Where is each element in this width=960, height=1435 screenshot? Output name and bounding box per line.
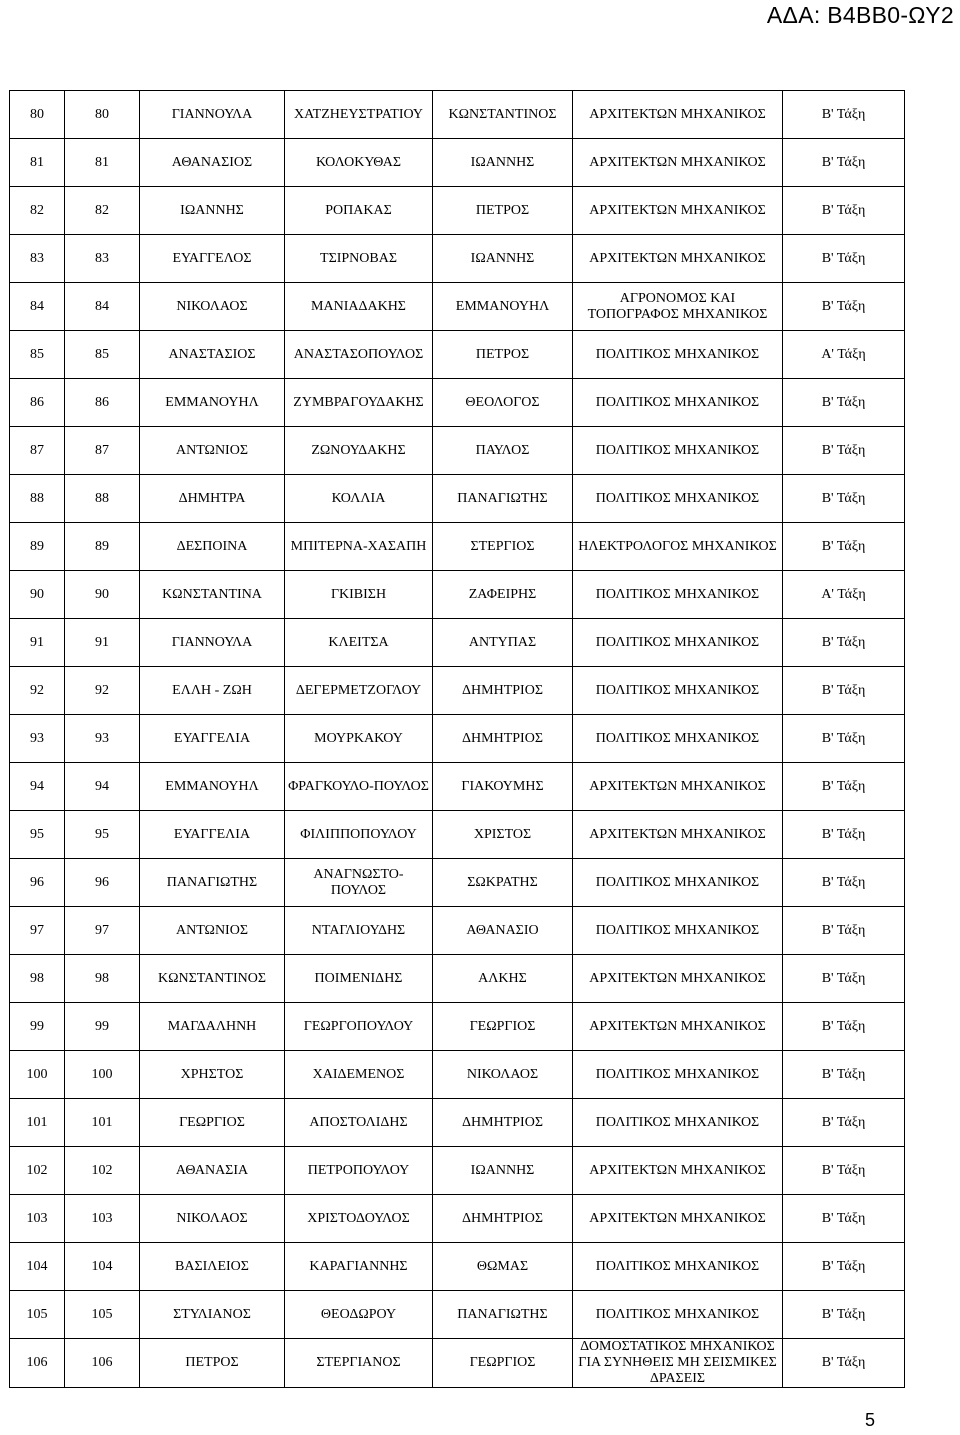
code-cell: 94 (65, 763, 140, 811)
first-name-cell: ΑΘΑΝΑΣΙΟΣ (140, 139, 285, 187)
table-row (10, 811, 905, 859)
father-name-cell: ΓΙΑΚΟΥΜΗΣ (433, 763, 573, 811)
rank-cell: Β' Τάξη (783, 523, 905, 571)
row-number-cell: 90 (10, 571, 65, 619)
first-name-cell: ΕΥΑΓΓΕΛΙΑ (140, 811, 285, 859)
specialty-cell: ΠΟΛΙΤΙΚΟΣ ΜΗΧΑΝΙΚΟΣ (573, 619, 783, 667)
row-number-cell: 92 (10, 667, 65, 715)
last-name-cell: ΧΑΙΔΕΜΕΝΟΣ (285, 1051, 433, 1099)
code-cell: 96 (65, 859, 140, 907)
last-name-cell: ΚΛΕΙΤΣΑ (285, 619, 433, 667)
father-name-cell: ΝΙΚΟΛΑΟΣ (433, 1051, 573, 1099)
table-row (10, 1243, 905, 1291)
rank-cell: Β' Τάξη (783, 1243, 905, 1291)
rank-cell: Β' Τάξη (783, 1099, 905, 1147)
row-number-cell: 104 (10, 1243, 65, 1291)
father-name-cell: ΠΕΤΡΟΣ (433, 187, 573, 235)
code-cell: 93 (65, 715, 140, 763)
father-name-cell: ΑΝΤΥΠΑΣ (433, 619, 573, 667)
rank-cell: Β' Τάξη (783, 1339, 905, 1388)
table-row (10, 283, 905, 331)
father-name-cell: ΓΕΩΡΓΙΟΣ (433, 1003, 573, 1051)
last-name-cell: ΓΕΩΡΓΟΠΟΥΛΟΥ (285, 1003, 433, 1051)
specialty-cell: ΠΟΛΙΤΙΚΟΣ ΜΗΧΑΝΙΚΟΣ (573, 1291, 783, 1339)
rank-cell: Β' Τάξη (783, 235, 905, 283)
first-name-cell: ΔΕΣΠΟΙΝΑ (140, 523, 285, 571)
table-row (10, 91, 905, 139)
rank-cell: Β' Τάξη (783, 955, 905, 1003)
father-name-cell: ΘΕΟΛΟΓΟΣ (433, 379, 573, 427)
specialty-cell: ΔΟΜΟΣΤΑΤΙΚΟΣ ΜΗΧΑΝΙΚΟΣ ΓΙΑ ΣΥΝΗΘΕΙΣ ΜΗ ΣΕΙΣΜΙΚΕΣ ΔΡΑΣΕΙΣ (573, 1339, 783, 1388)
row-number-cell: 105 (10, 1291, 65, 1339)
code-cell: 95 (65, 811, 140, 859)
father-name-cell: ΔΗΜΗΤΡΙΟΣ (433, 667, 573, 715)
table-row (10, 475, 905, 523)
father-name-cell: ΠΑΝΑΓΙΩΤΗΣ (433, 1291, 573, 1339)
last-name-cell: ΣΤΕΡΓΙΑΝΟΣ (285, 1339, 433, 1388)
code-cell: 84 (65, 283, 140, 331)
code-cell: 81 (65, 139, 140, 187)
first-name-cell: ΕΥΑΓΓΕΛΙΑ (140, 715, 285, 763)
last-name-cell: ΤΣΙΡΝΟΒΑΣ (285, 235, 433, 283)
first-name-cell: ΑΝΑΣΤΑΣΙΟΣ (140, 331, 285, 379)
last-name-cell: ΘΕΟΔΩΡΟΥ (285, 1291, 433, 1339)
last-name-cell: ΚΟΛΛΙΑ (285, 475, 433, 523)
last-name-cell: ΜΑΝΙΑΔΑΚΗΣ (285, 283, 433, 331)
row-number-cell: 100 (10, 1051, 65, 1099)
table-row (10, 715, 905, 763)
table-row (10, 1147, 905, 1195)
table-row (10, 187, 905, 235)
first-name-cell: ΑΝΤΩΝΙΟΣ (140, 427, 285, 475)
last-name-cell: ΧΡΙΣΤΟΔΟΥΛΟΣ (285, 1195, 433, 1243)
table-row (10, 379, 905, 427)
first-name-cell: ΕΜΜΑΝΟΥΗΛ (140, 379, 285, 427)
specialty-cell: ΠΟΛΙΤΙΚΟΣ ΜΗΧΑΝΙΚΟΣ (573, 715, 783, 763)
last-name-cell: ΑΝΑΓΝΩΣΤΟ-ΠΟΥΛΟΣ (285, 859, 433, 907)
rank-cell: Β' Τάξη (783, 1291, 905, 1339)
first-name-cell: ΝΙΚΟΛΑΟΣ (140, 1195, 285, 1243)
rank-cell: Α' Τάξη (783, 571, 905, 619)
father-name-cell: ΔΗΜΗΤΡΙΟΣ (433, 1195, 573, 1243)
first-name-cell: ΓΙΑΝΝΟΥΛΑ (140, 91, 285, 139)
code-cell: 97 (65, 907, 140, 955)
row-number-cell: 102 (10, 1147, 65, 1195)
code-cell: 104 (65, 1243, 140, 1291)
table-row (10, 763, 905, 811)
table-row (10, 1195, 905, 1243)
table-row (10, 1051, 905, 1099)
first-name-cell: ΑΝΤΩΝΙΟΣ (140, 907, 285, 955)
father-name-cell: ΑΘΑΝΑΣΙΟ (433, 907, 573, 955)
table-row (10, 667, 905, 715)
father-name-cell: ΠΑΝΑΓΙΩΤΗΣ (433, 475, 573, 523)
table-row (10, 1099, 905, 1147)
specialty-cell: ΠΟΛΙΤΙΚΟΣ ΜΗΧΑΝΙΚΟΣ (573, 1243, 783, 1291)
row-number-cell: 93 (10, 715, 65, 763)
rank-cell: Β' Τάξη (783, 811, 905, 859)
table-row (10, 1003, 905, 1051)
roster-table (9, 90, 905, 1388)
row-number-cell: 95 (10, 811, 65, 859)
last-name-cell: ΝΤΑΓΛΙΟΥΔΗΣ (285, 907, 433, 955)
specialty-cell: ΠΟΛΙΤΙΚΟΣ ΜΗΧΑΝΙΚΟΣ (573, 379, 783, 427)
code-cell: 99 (65, 1003, 140, 1051)
roster-body (10, 91, 905, 1388)
rank-cell: Β' Τάξη (783, 1147, 905, 1195)
row-number-cell: 94 (10, 763, 65, 811)
row-number-cell: 106 (10, 1339, 65, 1388)
code-cell: 85 (65, 331, 140, 379)
table-row (10, 955, 905, 1003)
last-name-cell: ΖΥΜΒΡΑΓΟΥΔΑΚΗΣ (285, 379, 433, 427)
first-name-cell: ΕΜΜΑΝΟΥΗΛ (140, 763, 285, 811)
specialty-cell: ΑΡΧΙΤΕΚΤΩΝ ΜΗΧΑΝΙΚΟΣ (573, 187, 783, 235)
first-name-cell: ΔΗΜΗΤΡΑ (140, 475, 285, 523)
code-cell: 100 (65, 1051, 140, 1099)
father-name-cell: ΧΡΙΣΤΟΣ (433, 811, 573, 859)
row-number-cell: 87 (10, 427, 65, 475)
table-row (10, 859, 905, 907)
code-cell: 101 (65, 1099, 140, 1147)
row-number-cell: 98 (10, 955, 65, 1003)
table-row (10, 571, 905, 619)
row-number-cell: 85 (10, 331, 65, 379)
father-name-cell: ΕΜΜΑΝΟΥΗΛ (433, 283, 573, 331)
table-row (10, 139, 905, 187)
rank-cell: Β' Τάξη (783, 907, 905, 955)
rank-cell: Β' Τάξη (783, 715, 905, 763)
first-name-cell: ΧΡΗΣΤΟΣ (140, 1051, 285, 1099)
code-cell: 89 (65, 523, 140, 571)
first-name-cell: ΝΙΚΟΛΑΟΣ (140, 283, 285, 331)
last-name-cell: ΖΩΝΟΥΔΑΚΗΣ (285, 427, 433, 475)
father-name-cell: ΠΕΤΡΟΣ (433, 331, 573, 379)
father-name-cell: ΘΩΜΑΣ (433, 1243, 573, 1291)
first-name-cell: ΚΩΝΣΤΑΝΤΙΝΑ (140, 571, 285, 619)
ada-code: ΑΔΑ: Β4ΒΒ0-ΩΥ2 (766, 2, 954, 28)
rank-cell: Β' Τάξη (783, 187, 905, 235)
specialty-cell: ΑΡΧΙΤΕΚΤΩΝ ΜΗΧΑΝΙΚΟΣ (573, 763, 783, 811)
father-name-cell: ΙΩΑΝΝΗΣ (433, 1147, 573, 1195)
rank-cell: Β' Τάξη (783, 427, 905, 475)
first-name-cell: ΓΕΩΡΓΙΟΣ (140, 1099, 285, 1147)
father-name-cell: ΙΩΑΝΝΗΣ (433, 235, 573, 283)
specialty-cell: ΠΟΛΙΤΙΚΟΣ ΜΗΧΑΝΙΚΟΣ (573, 475, 783, 523)
row-number-cell: 83 (10, 235, 65, 283)
specialty-cell: ΠΟΛΙΤΙΚΟΣ ΜΗΧΑΝΙΚΟΣ (573, 667, 783, 715)
table-row (10, 235, 905, 283)
first-name-cell: ΕΛΛΗ - ΖΩΗ (140, 667, 285, 715)
row-number-cell: 89 (10, 523, 65, 571)
rank-cell: Β' Τάξη (783, 1195, 905, 1243)
row-number-cell: 86 (10, 379, 65, 427)
code-cell: 90 (65, 571, 140, 619)
last-name-cell: ΑΝΑΣΤΑΣΟΠΟΥΛΟΣ (285, 331, 433, 379)
first-name-cell: ΕΥΑΓΓΕΛΟΣ (140, 235, 285, 283)
last-name-cell: ΓΚΙΒΙΣΗ (285, 571, 433, 619)
last-name-cell: ΚΑΡΑΓΙΑΝΝΗΣ (285, 1243, 433, 1291)
row-number-cell: 80 (10, 91, 65, 139)
row-number-cell: 103 (10, 1195, 65, 1243)
specialty-cell: ΠΟΛΙΤΙΚΟΣ ΜΗΧΑΝΙΚΟΣ (573, 907, 783, 955)
row-number-cell: 84 (10, 283, 65, 331)
row-number-cell: 81 (10, 139, 65, 187)
last-name-cell: ΜΠΙΤΕΡΝΑ-ΧΑΣΑΠΗ (285, 523, 433, 571)
rank-cell: Β' Τάξη (783, 379, 905, 427)
first-name-cell: ΠΑΝΑΓΙΩΤΗΣ (140, 859, 285, 907)
specialty-cell: ΑΡΧΙΤΕΚΤΩΝ ΜΗΧΑΝΙΚΟΣ (573, 1003, 783, 1051)
specialty-cell: ΑΡΧΙΤΕΚΤΩΝ ΜΗΧΑΝΙΚΟΣ (573, 91, 783, 139)
row-number-cell: 91 (10, 619, 65, 667)
specialty-cell: ΑΡΧΙΤΕΚΤΩΝ ΜΗΧΑΝΙΚΟΣ (573, 235, 783, 283)
page-number: 5 (865, 1410, 876, 1430)
table-row (10, 331, 905, 379)
specialty-cell: ΑΡΧΙΤΕΚΤΩΝ ΜΗΧΑΝΙΚΟΣ (573, 811, 783, 859)
rank-cell: Β' Τάξη (783, 619, 905, 667)
first-name-cell: ΠΕΤΡΟΣ (140, 1339, 285, 1388)
row-number-cell: 97 (10, 907, 65, 955)
code-cell: 106 (65, 1339, 140, 1388)
father-name-cell: ΚΩΝΣΤΑΝΤΙΝΟΣ (433, 91, 573, 139)
code-cell: 98 (65, 955, 140, 1003)
row-number-cell: 88 (10, 475, 65, 523)
rank-cell: Β' Τάξη (783, 91, 905, 139)
last-name-cell: ΦΙΛΙΠΠΟΠΟΥΛΟΥ (285, 811, 433, 859)
father-name-cell: ΣΩΚΡΑΤΗΣ (433, 859, 573, 907)
first-name-cell: ΣΤΥΛΙΑΝΟΣ (140, 1291, 285, 1339)
row-number-cell: 99 (10, 1003, 65, 1051)
row-number-cell: 82 (10, 187, 65, 235)
first-name-cell: ΒΑΣΙΛΕΙΟΣ (140, 1243, 285, 1291)
rank-cell: Β' Τάξη (783, 859, 905, 907)
row-number-cell: 101 (10, 1099, 65, 1147)
specialty-cell: ΠΟΛΙΤΙΚΟΣ ΜΗΧΑΝΙΚΟΣ (573, 331, 783, 379)
rank-cell: Β' Τάξη (783, 283, 905, 331)
code-cell: 86 (65, 379, 140, 427)
last-name-cell: ΧΑΤΖΗΕΥΣΤΡΑΤΙΟΥ (285, 91, 433, 139)
father-name-cell: ΔΗΜΗΤΡΙΟΣ (433, 715, 573, 763)
code-cell: 92 (65, 667, 140, 715)
father-name-cell: ΓΕΩΡΓΙΟΣ (433, 1339, 573, 1388)
code-cell: 91 (65, 619, 140, 667)
specialty-cell: ΑΡΧΙΤΕΚΤΩΝ ΜΗΧΑΝΙΚΟΣ (573, 139, 783, 187)
specialty-cell: ΗΛΕΚΤΡΟΛΟΓΟΣ ΜΗΧΑΝΙΚΟΣ (573, 523, 783, 571)
first-name-cell: ΚΩΝΣΤΑΝΤΙΝΟΣ (140, 955, 285, 1003)
rank-cell: Β' Τάξη (783, 475, 905, 523)
last-name-cell: ΦΡΑΓΚΟΥΛΟ-ΠΟΥΛΟΣ (285, 763, 433, 811)
rank-cell: Β' Τάξη (783, 667, 905, 715)
last-name-cell: ΠΟΙΜΕΝΙΔΗΣ (285, 955, 433, 1003)
rank-cell: Β' Τάξη (783, 139, 905, 187)
father-name-cell: ΣΤΕΡΓΙΟΣ (433, 523, 573, 571)
specialty-cell: ΑΓΡΟΝΟΜΟΣ ΚΑΙ ΤΟΠΟΓΡΑΦΟΣ ΜΗΧΑΝΙΚΟΣ (573, 283, 783, 331)
last-name-cell: ΜΟΥΡΚΑΚΟΥ (285, 715, 433, 763)
table-row (10, 907, 905, 955)
specialty-cell: ΠΟΛΙΤΙΚΟΣ ΜΗΧΑΝΙΚΟΣ (573, 571, 783, 619)
first-name-cell: ΑΘΑΝΑΣΙΑ (140, 1147, 285, 1195)
specialty-cell: ΑΡΧΙΤΕΚΤΩΝ ΜΗΧΑΝΙΚΟΣ (573, 1195, 783, 1243)
specialty-cell: ΠΟΛΙΤΙΚΟΣ ΜΗΧΑΝΙΚΟΣ (573, 1099, 783, 1147)
code-cell: 103 (65, 1195, 140, 1243)
code-cell: 105 (65, 1291, 140, 1339)
father-name-cell: ΖΑΦΕΙΡΗΣ (433, 571, 573, 619)
code-cell: 88 (65, 475, 140, 523)
specialty-cell: ΠΟΛΙΤΙΚΟΣ ΜΗΧΑΝΙΚΟΣ (573, 1051, 783, 1099)
table-row (10, 523, 905, 571)
last-name-cell: ΔΕΓΕΡΜΕΤΖΟΓΛΟΥ (285, 667, 433, 715)
rank-cell: Α' Τάξη (783, 331, 905, 379)
code-cell: 82 (65, 187, 140, 235)
table-row (10, 619, 905, 667)
rank-cell: Β' Τάξη (783, 1003, 905, 1051)
rank-cell: Β' Τάξη (783, 1051, 905, 1099)
first-name-cell: ΜΑΓΔΑΛΗΝΗ (140, 1003, 285, 1051)
code-cell: 102 (65, 1147, 140, 1195)
specialty-cell: ΑΡΧΙΤΕΚΤΩΝ ΜΗΧΑΝΙΚΟΣ (573, 1147, 783, 1195)
specialty-cell: ΑΡΧΙΤΕΚΤΩΝ ΜΗΧΑΝΙΚΟΣ (573, 955, 783, 1003)
code-cell: 83 (65, 235, 140, 283)
table-row (10, 427, 905, 475)
table-row (10, 1291, 905, 1339)
last-name-cell: ΑΠΟΣΤΟΛΙΔΗΣ (285, 1099, 433, 1147)
first-name-cell: ΓΙΑΝΝΟΥΛΑ (140, 619, 285, 667)
specialty-cell: ΠΟΛΙΤΙΚΟΣ ΜΗΧΑΝΙΚΟΣ (573, 427, 783, 475)
last-name-cell: ΡΟΠΑΚΑΣ (285, 187, 433, 235)
first-name-cell: ΙΩΑΝΝΗΣ (140, 187, 285, 235)
father-name-cell: ΑΛΚΗΣ (433, 955, 573, 1003)
specialty-cell: ΠΟΛΙΤΙΚΟΣ ΜΗΧΑΝΙΚΟΣ (573, 859, 783, 907)
last-name-cell: ΠΕΤΡΟΠΟΥΛΟΥ (285, 1147, 433, 1195)
last-name-cell: ΚΟΛΟΚΥΘΑΣ (285, 139, 433, 187)
father-name-cell: ΔΗΜΗΤΡΙΟΣ (433, 1099, 573, 1147)
code-cell: 87 (65, 427, 140, 475)
father-name-cell: ΙΩΑΝΝΗΣ (433, 139, 573, 187)
code-cell: 80 (65, 91, 140, 139)
table-row (10, 1339, 905, 1388)
rank-cell: Β' Τάξη (783, 763, 905, 811)
father-name-cell: ΠΑΥΛΟΣ (433, 427, 573, 475)
row-number-cell: 96 (10, 859, 65, 907)
